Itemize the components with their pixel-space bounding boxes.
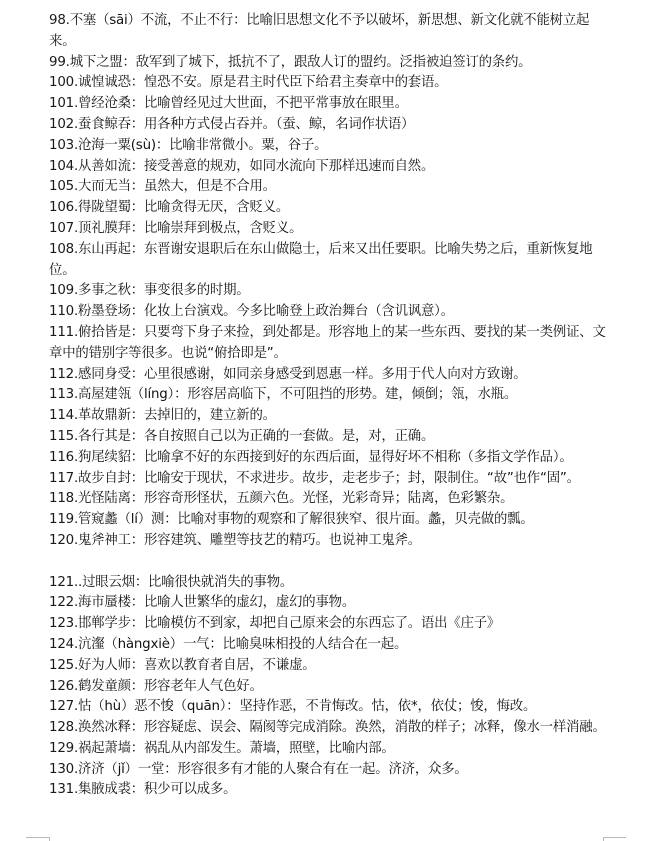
entry-text: 济济（jǐ）一堂：形容很多有才能的人聚合有在一起。济济，众多。 [78, 761, 468, 777]
page-margin-mark-right [603, 837, 626, 838]
idiom-entry [49, 11, 609, 53]
entry-text: 各行其是：各自按照自己以为正确的一套做。是，对，正确。 [78, 428, 435, 444]
idiom-entry [49, 53, 609, 74]
entry-text: 集腋成裘：积少可以成多。 [78, 782, 237, 798]
idiom-entry [49, 635, 609, 656]
entry-text: 鬼斧神工：形容建筑、雕塑等技艺的精巧。也说神工鬼斧。 [78, 532, 421, 548]
entry-number: 103. [49, 137, 79, 153]
entry-number: 113. [49, 387, 79, 403]
entry-number: 117. [49, 470, 79, 486]
entry-number: 122. [49, 595, 79, 611]
entry-text: 诚惶诚恐：惶恐不安。原是君主时代臣下给君主奏章中的套语。 [78, 75, 448, 91]
entry-number: 114. [49, 408, 79, 424]
idiom-entry [49, 448, 609, 469]
entry-text: 俯拾皆是：只要弯下身子来捡，到处都是。形容地上的某一些东西、要找的某一类例证、文章中的错别字等很多。也说“俯拾即是”。 [49, 324, 606, 361]
idiom-entry [49, 718, 609, 739]
entry-number: 106. [49, 200, 79, 216]
idiom-entry [49, 385, 609, 406]
idiom-entry [49, 427, 609, 448]
entry-number: 126. [49, 678, 79, 694]
entry-number: 101. [49, 96, 79, 112]
entry-number: 116. [49, 449, 79, 465]
idiom-entry [49, 365, 609, 386]
idiom-entry [49, 281, 609, 302]
idiom-entry [49, 780, 609, 801]
entry-text: 得陇望蜀：比喻贪得无厌，含贬义。 [78, 200, 290, 216]
idiom-entry [49, 94, 609, 115]
document-page [49, 11, 609, 801]
entry-number: 99. [49, 54, 70, 70]
idiom-entry [49, 73, 609, 94]
entry-text: 感同身受：心里很感谢，如同亲身感受到恩惠一样。多用于代人向对方致谢。 [78, 366, 527, 382]
entry-number: 128. [49, 720, 79, 736]
entry-text: 光怪陆离：形容奇形怪状，五颜六色。光怪，光彩奇异；陆离，色彩繁杂。 [78, 491, 514, 507]
entry-text: 从善如流：接受善意的规劝，如同水流向下那样迅速而自然。 [78, 158, 435, 174]
entry-text: 不塞（sāi）不流，不止不行：比喻旧思想文化不予以破坏，新思想、新文化就不能树立起来。 [49, 13, 590, 49]
idiom-entry [49, 177, 609, 198]
entry-text: 东山再起：东晋谢安退职后在东山做隐士，后来又出任要职。比喻失势之后，重新恢复地位。 [49, 241, 593, 278]
entry-number: 111. [49, 324, 79, 340]
entry-text: 管窥蠡（lí）测：比喻对事物的观察和了解很狭窄、很片面。蠡，贝壳做的瓢。 [78, 512, 534, 528]
idiom-entry [49, 760, 609, 781]
entry-text: 涣然冰释：形容疑虑、误会、隔阂等完成消除。涣然，消散的样子；冰释，像水一样消融。 [78, 720, 606, 736]
idiom-entry [49, 614, 609, 635]
idiom-entry [49, 697, 609, 718]
idiom-entry [49, 739, 609, 760]
entry-number: 121.. [49, 574, 83, 590]
idiom-entry [49, 573, 609, 594]
idiom-entry [49, 157, 609, 178]
entry-number: 124. [49, 636, 79, 652]
entry-number: 102. [49, 116, 79, 132]
idiom-entry [49, 593, 609, 614]
entry-text: 鹤发童颜：形容老年人气色好。 [78, 678, 263, 694]
page-margin-tick-left [49, 837, 50, 841]
entry-number: 131. [49, 782, 79, 798]
entry-text: 城下之盟：敌军到了城下，抵抗不了，跟敌人订的盟约。泛指被迫签订的条约。 [69, 54, 532, 70]
entry-text: 多事之秋：事变很多的时期。 [78, 283, 250, 299]
entry-number: 104. [49, 158, 79, 174]
entry-text: 曾经沧桑：比喻曾经见过大世面，不把平常事放在眼里。 [78, 96, 408, 112]
entry-text: 粉墨登场：化妆上台演戏。今多比喻登上政治舞台（含讥讽意）。 [78, 304, 454, 320]
entry-number: 112. [49, 366, 79, 382]
entry-number: 123. [49, 616, 79, 632]
entry-number: 125. [49, 657, 79, 673]
idiom-entry [49, 406, 609, 427]
entry-text: 大而无当：虽然大，但是不合用。 [78, 179, 276, 195]
entry-number: 98. [49, 13, 70, 28]
idiom-entry [49, 240, 609, 282]
entry-text: 沧海一粟(sù)：比喻非常微小。粟，谷子。 [78, 137, 328, 153]
entry-number: 119. [49, 512, 79, 528]
idiom-entry [49, 302, 609, 323]
entry-text: 过眼云烟：比喻很快就消失的事物。 [82, 574, 294, 590]
entry-text: 顶礼膜拜：比喻崇拜到极点，含贬义。 [78, 220, 303, 236]
page-margin-mark-left [26, 837, 49, 838]
entry-number: 110. [49, 304, 79, 320]
entry-text: 故步自封：比喻安于现状，不求进步。故步，走老步子；封，限制住。“故”也作“固”。 [78, 470, 580, 486]
page-margin-tick-right [603, 837, 604, 841]
idiom-entry [49, 656, 609, 677]
entry-number: 105. [49, 179, 79, 195]
entry-number: 129. [49, 740, 79, 756]
entry-number: 130. [49, 761, 79, 777]
entry-text: 蚕食鲸吞：用各种方式侵占吞并。（蚕、鲸，名词作状语） [78, 116, 415, 132]
idiom-entry [49, 219, 609, 240]
idiom-entry [49, 115, 609, 136]
entry-text: 海市蜃楼：比喻人世繁华的虚幻，虚幻的事物。 [78, 595, 356, 611]
entry-text: 狗尾续貂：比喻拿不好的东西接到好的东西后面，显得好坏不相称（多指文学作品）。 [78, 449, 573, 465]
entry-text: 革故鼎新：去掉旧的，建立新的。 [78, 408, 276, 424]
entry-number: 120. [49, 532, 79, 548]
entry-number: 100. [49, 75, 79, 91]
entry-number: 115. [49, 428, 79, 444]
entry-number: 108. [49, 241, 79, 257]
entry-text: 好为人师：喜欢以教育者自居，不谦虚。 [78, 657, 316, 673]
entry-text: 高屋建瓴（líng）：形容居高临下，不可阻挡的形势。建，倾倒；瓴，水瓶。 [78, 387, 518, 403]
entry-number: 109. [49, 283, 79, 299]
entry-text: 沆瀣（hàngxiè）一气：比喻臭味相投的人结合在一起。 [78, 636, 408, 652]
idiom-entry [49, 489, 609, 510]
blank-line [49, 552, 609, 573]
idiom-entry [49, 323, 609, 365]
idiom-entry [49, 677, 609, 698]
idiom-entry [49, 136, 609, 157]
idiom-entry [49, 510, 609, 531]
idiom-entry [49, 469, 609, 490]
entry-number: 107. [49, 220, 79, 236]
entry-text: 邯郸学步：比喻模仿不到家，却把自己原来会的东西忘了。语出《庄子》 [78, 616, 501, 632]
entry-text: 怙（hù）恶不悛（quān）：坚持作恶，不肯悔改。怙，依*，依仗；悛，悔改。 [78, 699, 537, 715]
entry-number: 127. [49, 699, 79, 715]
idiom-entry [49, 198, 609, 219]
idiom-entry [49, 531, 609, 552]
entry-number: 118. [49, 491, 79, 507]
entry-text: 祸起萧墙：祸乱从内部发生。萧墙，照壁，比喻内部。 [78, 740, 395, 756]
